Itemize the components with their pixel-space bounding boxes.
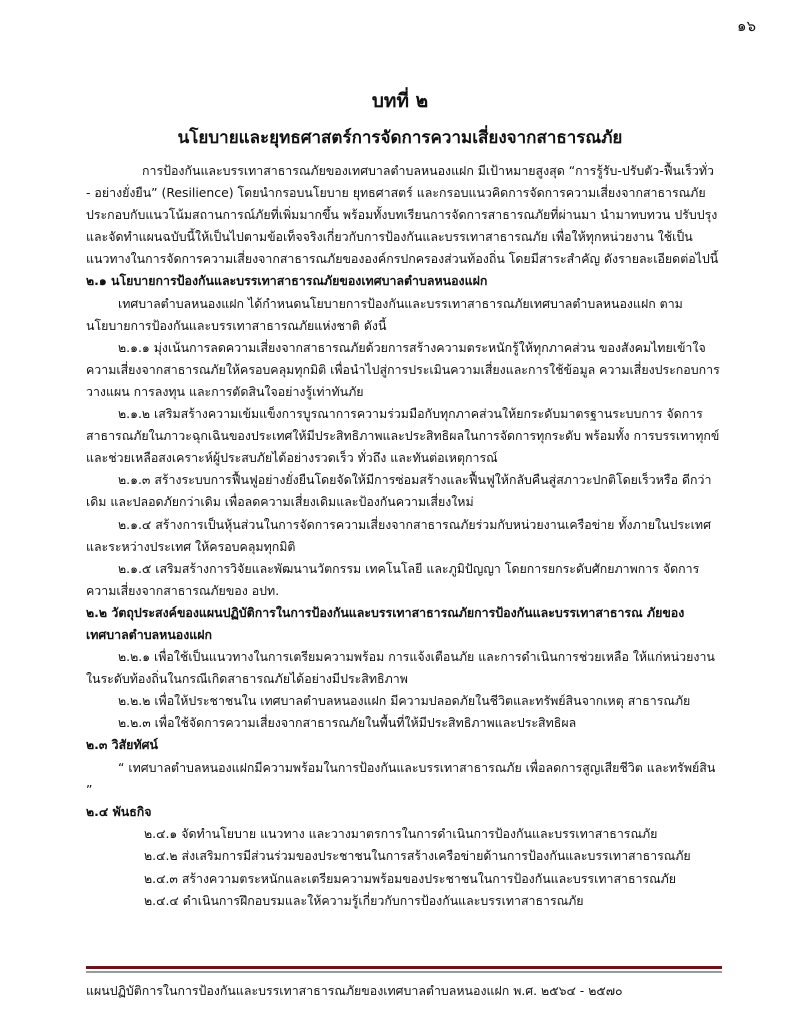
policy-item: ๒.๑.๕ เสริมสร้างการวิจัยและพัฒนานวัตกรรม เทคโนโลยี และภูมิปัญญา โดยการยกระดับศักยภาพการ จัดการความเสี่ยงจากสาธารณภัยของ อปท. bbox=[86, 560, 700, 598]
mission-item: ๒.๔.๓ สร้างความตระหนักและเตรียมความพร้อมของประชาชนในการป้องกันและบรรเทาสาธารณภัย bbox=[144, 870, 677, 886]
policy-item: ๒.๑.๔ สร้างการเป็นหุ้นส่วนในการจัดการความเสี่ยงจากสาธารณภัยร่วมกับหน่วยงานเครือข่าย ทั้งภายในประเทศและระหว่างประเทศ ให้ครอบคลุมทุกมิติ bbox=[86, 516, 711, 554]
objective-item: ๒.๒.๓ เพื่อใช้จัดการความเสี่ยงจากสาธารณภัยในพื้นที่ให้มีประสิทธิภาพและประสิทธิผล bbox=[118, 715, 577, 731]
intro-paragraph: การป้องกันและบรรเทาสาธารณภัยของเทศบาลตำบลหนองแฝก มีเป้าหมายสูงสุด “การรู้รับ-ปรับตัว-ฟื้นเร็วทั่ว - อย่างยั่งยืน” (Resilience) โดยนำกรอบนโยบาย ยุทธศาสตร์ และกรอบแนวคิดการจัดการความเสี่ยงจากสาธารณภัย ประกอบกับแนวโน้มสถานการณ์ภัยที่เพิ่มมากขึ้น พร้อมทั้งบทเรียนการจัดการสาธารณภัยที่ผ่านมา นำมาทบทวน ปรับปรุง และจัดทำแผนฉบับนี้ให้เป็นไปตามข้อเท็จจริงเกี่ยวกับการป้องกันและบรรเทาสาธารณภัย เพื่อให้ทุกหน่วยงาน ใช้เป็นแนวทางในการจัดการความเสี่ยงจากสาธารณภัยขององค์กรปกครองส่วนท้องถิ่น โดยมีสาระสำคัญ ดังรายละเอียดต่อไปนี้ bbox=[86, 163, 719, 267]
mission-item: ๒.๔.๒ ส่งเสริมการมีส่วนร่วมของประชาชนในการสร้างเครือข่ายด้านการป้องกันและบรรเทาสาธารณภัย bbox=[144, 848, 691, 864]
footer-divider bbox=[86, 966, 722, 969]
chapter-heading: บทที่ ๒ bbox=[371, 90, 429, 112]
document-body bbox=[86, 160, 720, 913]
footer-divider-secondary bbox=[86, 971, 722, 973]
vision-statement: “ เทศบาลตำบลหนองแฝกมีความพร้อมในการป้องกันและบรรเทาสาธารณภัย เพื่อลดการสูญเสียชีวิต และทรัพย์สิน ” bbox=[86, 759, 716, 797]
section-2-2-heading: ๒.๒ วัตถุประสงค์ของแผนปฏิบัติการในการป้องกันและบรรเทาสาธารณภัยการป้องกันและบรรเทาสาธารณ ภัยของเทศบาลตำบลหนองแฝก bbox=[86, 604, 685, 642]
objective-item: ๒.๒.๒ เพื่อให้ประชาชนใน เทศบาลตำบลหนองแฝก มีความปลอดภัยในชีวิตและทรัพย์สินจากเหตุ สาธารณภัย bbox=[118, 693, 691, 709]
policy-item: ๒.๑.๑ มุ่งเน้นการลดความเสี่ยงจากสาธารณภัยด้วยการสร้างความตระหนักรู้ให้ทุกภาคส่วน ของสังคมไทยเข้าใจความเสี่ยงจากสาธารณภัยให้ครอบคลุมทุกมิติ เพื่อนำไปสู่การประเมินความเสี่ยงและการใช้ข้อมูล ความเสี่ยงประกอบการวางแผน การลงทุน และการตัดสินใจอย่างรู้เท่าทันภัย bbox=[86, 339, 720, 399]
chapter-title: นโยบายและยุทธศาสตร์การจัดการความเสี่ยงจากสาธารณภัย bbox=[177, 128, 623, 148]
section-2-3-heading: ๒.๓ วิสัยทัศน์ bbox=[86, 737, 158, 753]
page-number: ๑๖ bbox=[736, 17, 756, 35]
objective-item: ๒.๒.๑ เพื่อใช้เป็นแนวทางในการเตรียมความพร้อม การแจ้งเตือนภัย และการดำเนินการช่วยเหลือ ให้แก่หน่วยงานในระดับท้องถิ่นในกรณีเกิดสาธารณภัยได้อย่างมีประสิทธิภาพ bbox=[86, 649, 715, 687]
section-2-4-heading: ๒.๔ พันธกิจ bbox=[86, 803, 152, 819]
page-footer: แผนปฏิบัติการในการป้องกันและบรรเทาสาธารณภัยของเทศบาลตำบลหนองแฝก พ.ศ. ๒๕๖๔ - ๒๕๗๐ bbox=[86, 983, 623, 998]
mission-item: ๒.๔.๔ ดำเนินการฝึกอบรมและให้ความรู้เกี่ยวกับการป้องกันและบรรเทาสาธารณภัย bbox=[144, 893, 584, 909]
section-2-1-heading: ๒.๑ นโยบายการป้องกันและบรรเทาสาธารณภัยของเทศบาลตำบลหนองแฝก bbox=[86, 273, 488, 289]
section-2-1-lead: เทศบาลตำบลหนองแฝก ได้กำหนดนโยบายการป้องกันและบรรเทาสาธารณภัยเทศบาลตำบลหนองแฝก ตามนโยบายการป้องกันและบรรเทาสาธารณภัยแห่งชาติ ดังนี้ bbox=[86, 295, 683, 333]
mission-item: ๒.๔.๑ จัดทำนโยบาย แนวทาง และวางมาตรการในการดำเนินการป้องกันและบรรเทาสาธารณภัย bbox=[144, 825, 658, 841]
policy-item: ๒.๑.๓ สร้างระบบการฟื้นฟูอย่างยั่งยืนโดยจัดให้มีการซ่อมสร้างและฟื้นฟูให้กลับคืนสู่สภาวะปกติโดยเร็วหรือ ดีกว่าเดิม และปลอดภัยกว่าเดิม เพื่อลดความเสี่ยงเดิมและป้องกันความเสี่ยงใหม่ bbox=[86, 472, 712, 510]
policy-item: ๒.๑.๒ เสริมสร้างความเข้มแข็งการบูรณาการความร่วมมือกับทุกภาคส่วนให้ยกระดับมาตรฐานระบบการ จัดการสาธารณภัยในภาวะฉุกเฉินของประเทศให้มีประสิทธิภาพและประสิทธิผลในการจัดการทุกระดับ พร้อมทั้ง การบรรเทาทุกข์และช่วยเหลือสงเคราะห์ผู้ประสบภัยได้อย่างรวดเร็ว ทั่วถึง และทันต่อเหตุการณ์ bbox=[86, 406, 720, 466]
